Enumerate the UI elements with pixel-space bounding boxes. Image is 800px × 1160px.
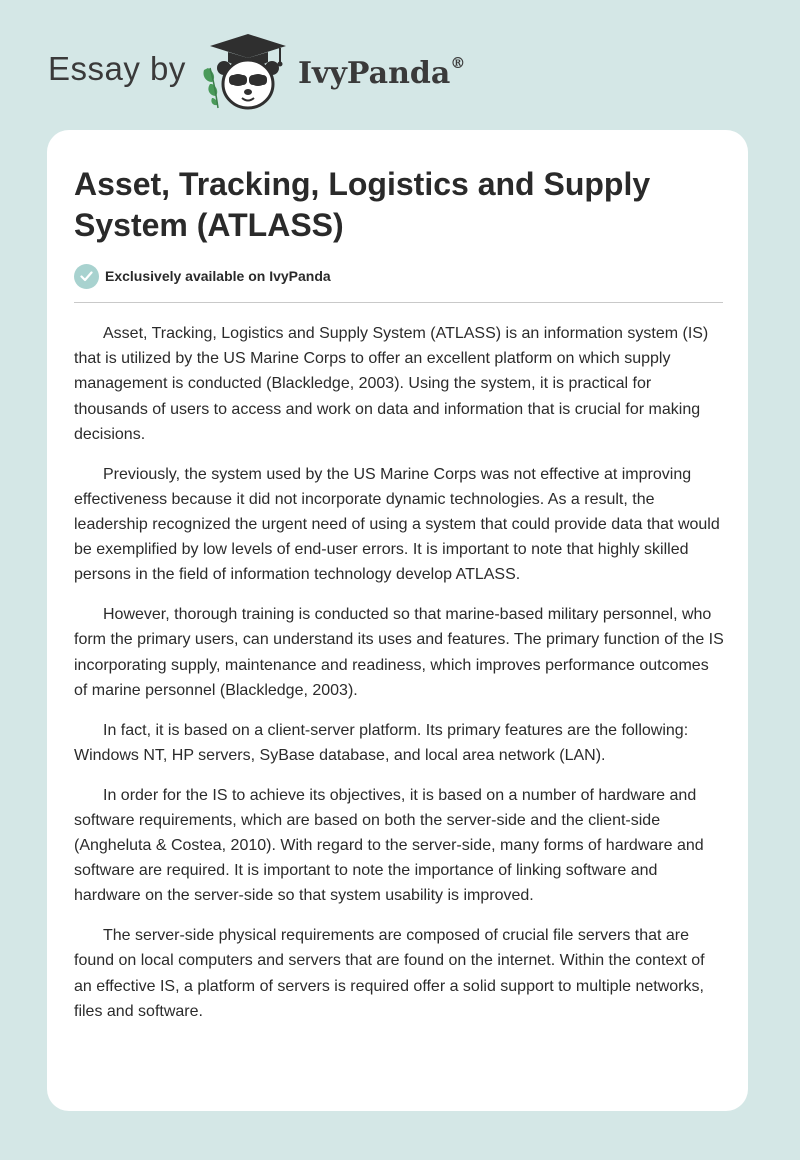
site-header — [0, 0, 800, 130]
paragraph: Previously, the system used by the US Marine Corps was not effective at improving effectiveness because it did not incorporate dynamic technologies. As a result, the leadership recognized the urgent need of using a system that could provide data that would be exemplified by low levels of end-user errors. It is important to note that highly skilled persons in the field of information technology develop ATLASS. — [74, 465, 720, 584]
paragraph: Asset, Tracking, Logistics and Supply System (ATLASS) is an information system (IS) that is utilized by the US Marine Corps to offer an excellent platform on which supply management is conducted (Blackledge, 2003). Using the system, it is practical for thousands of users to access and work on data and information that is crucial for making decisions. — [74, 325, 709, 443]
paragraph: In fact, it is based on a client-server platform. Its primary features are the following: Windows NT, HP servers, SyBase database, and local area network (LAN). — [74, 721, 689, 764]
panda-logo-icon[interactable] — [200, 32, 296, 112]
check-circle-icon — [74, 264, 99, 289]
paragraph: However, thorough training is conducted so that marine-based military personnel, who form the primary users, can understand its uses and features. The primary function of the IS incorporating supply, maintenance and readiness, which improves performance outcomes of marine personnel (Blackledge, 2003). — [74, 606, 724, 699]
registered-mark: ® — [450, 54, 466, 72]
exclusive-label: Exclusively available on IvyPanda — [105, 268, 331, 284]
ivy-leaf-icon — [203, 68, 218, 108]
paragraph: The server-side physical requirements are composed of crucial file servers that are found on local computers and servers that are found on the internet. Within the context of an effective IS, a platform of servers is required offer a solid support to multiple networks, files and software. — [74, 927, 705, 1020]
page-title: Asset, Tracking, Logistics and Supply System (ATLASS) — [74, 166, 651, 243]
divider — [74, 302, 723, 303]
essay-body — [74, 321, 724, 1039]
panda-face-icon — [217, 60, 279, 108]
exclusive-badge — [74, 263, 331, 289]
essay-card — [47, 130, 748, 1111]
paragraph: In order for the IS to achieve its objectives, it is based on a number of hardware and software requirements, which are based on both the server-side and the client-side (Angheluta & Costea, 2010). With regard to the server-side, many forms of hardware and software are required. It is important to note the importance of linking software and hardware on the server-side so that system usability is improved. — [74, 786, 704, 905]
essay-by-label: Essay by — [48, 50, 186, 87]
brand-name[interactable]: IvyPanda® — [298, 54, 466, 91]
